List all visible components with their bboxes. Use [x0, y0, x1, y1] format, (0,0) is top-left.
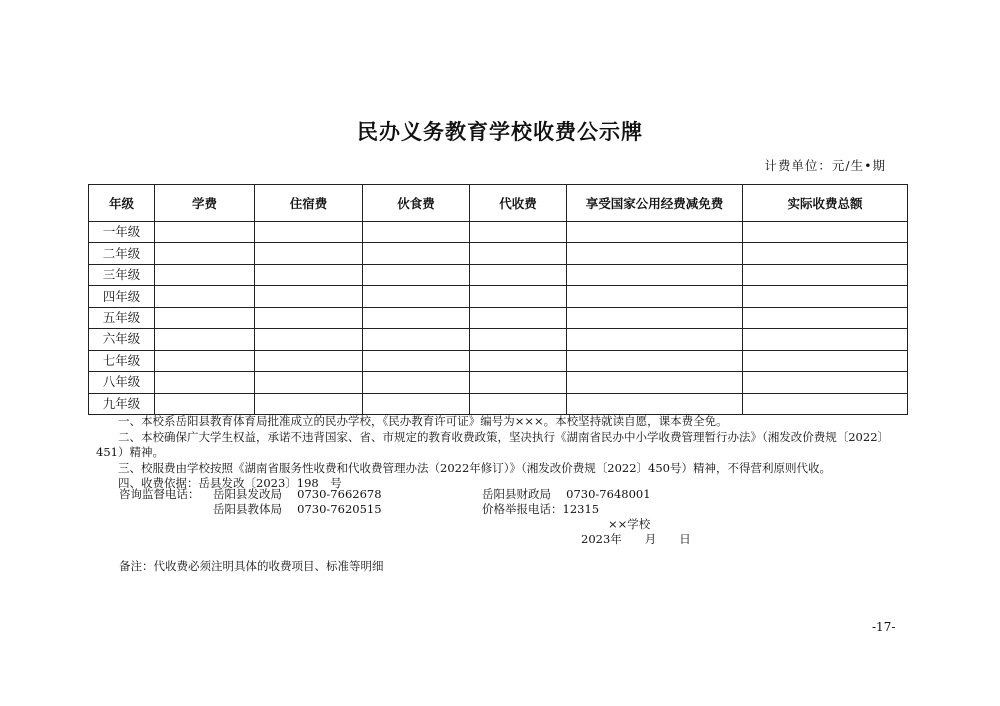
signature-date: 2023年 月 日 — [581, 532, 691, 546]
header-tuition: 学费 — [155, 185, 255, 222]
table-row — [89, 286, 908, 307]
table-row — [89, 372, 908, 393]
header-lodging: 住宿费 — [255, 185, 363, 222]
contact-fagaiju: 岳阳县发改局 0730-7662678 — [213, 487, 382, 501]
header-meals: 伙食费 — [363, 185, 470, 222]
contact-price-report: 价格举报电话：12315 — [482, 502, 600, 516]
contact-caizhengju: 岳阳县财政局 0730-7648001 — [482, 487, 651, 501]
supervision-label: 咨询监督电话： — [119, 487, 200, 501]
grade-cell: 一年级 — [89, 222, 155, 243]
unit-label: 计费单位：元/生•期 — [764, 158, 886, 173]
table-row — [89, 329, 908, 350]
notes-section — [96, 414, 906, 492]
table-row — [89, 243, 908, 264]
table-row — [89, 393, 908, 415]
note-3: 三、校服费由学校按照《湖南省服务性收费和代收费管理办法（2022年修订）》（湘发改价费规〔2022〕450号）精神，不得营利原则代收。 — [118, 460, 831, 475]
grade-cell: 六年级 — [89, 329, 155, 350]
table-row — [89, 307, 908, 328]
header-exemption: 享受国家公用经费减免费 — [567, 185, 743, 222]
note-1: 一、本校系岳阳县教育体育局批准成立的民办学校，《民办教育许可证》编号为×××。本校坚持就读自愿，课本费全免。 — [118, 414, 728, 428]
grade-cell: 二年级 — [89, 243, 155, 264]
table-row — [89, 350, 908, 371]
note-4: 四、收费依据：岳县发改〔2023〕198 号 — [118, 476, 342, 490]
remark-note: 备注：代收费必须注明具体的收费项目、标准等明细 — [119, 559, 384, 573]
note-2: 二、本校确保广大学生权益，承诺不违背国家、省、市规定的教育收费政策，坚决执行《湖南省民办中小学收费管理暂行办法》（湘发改价费规〔2022〕451）精神。 — [96, 429, 890, 459]
grade-cell: 七年级 — [89, 350, 155, 371]
header-total: 实际收费总额 — [743, 185, 908, 222]
grade-cell: 三年级 — [89, 264, 155, 285]
fee-table — [88, 184, 908, 415]
school-signature: ××学校 — [608, 517, 651, 531]
page-title: 民办义务教育学校收费公示牌 — [357, 120, 643, 144]
grade-cell: 五年级 — [89, 307, 155, 328]
table-header-row — [89, 185, 908, 222]
contact-jiaotiju: 岳阳县教体局 0730-7620515 — [213, 502, 382, 516]
table-row — [89, 222, 908, 243]
page-number: -17- — [872, 620, 896, 634]
grade-cell: 八年级 — [89, 372, 155, 393]
header-grade: 年级 — [89, 185, 155, 222]
grade-cell: 四年级 — [89, 286, 155, 307]
table-row — [89, 264, 908, 285]
header-collection: 代收费 — [470, 185, 567, 222]
grade-cell: 九年级 — [89, 393, 155, 415]
